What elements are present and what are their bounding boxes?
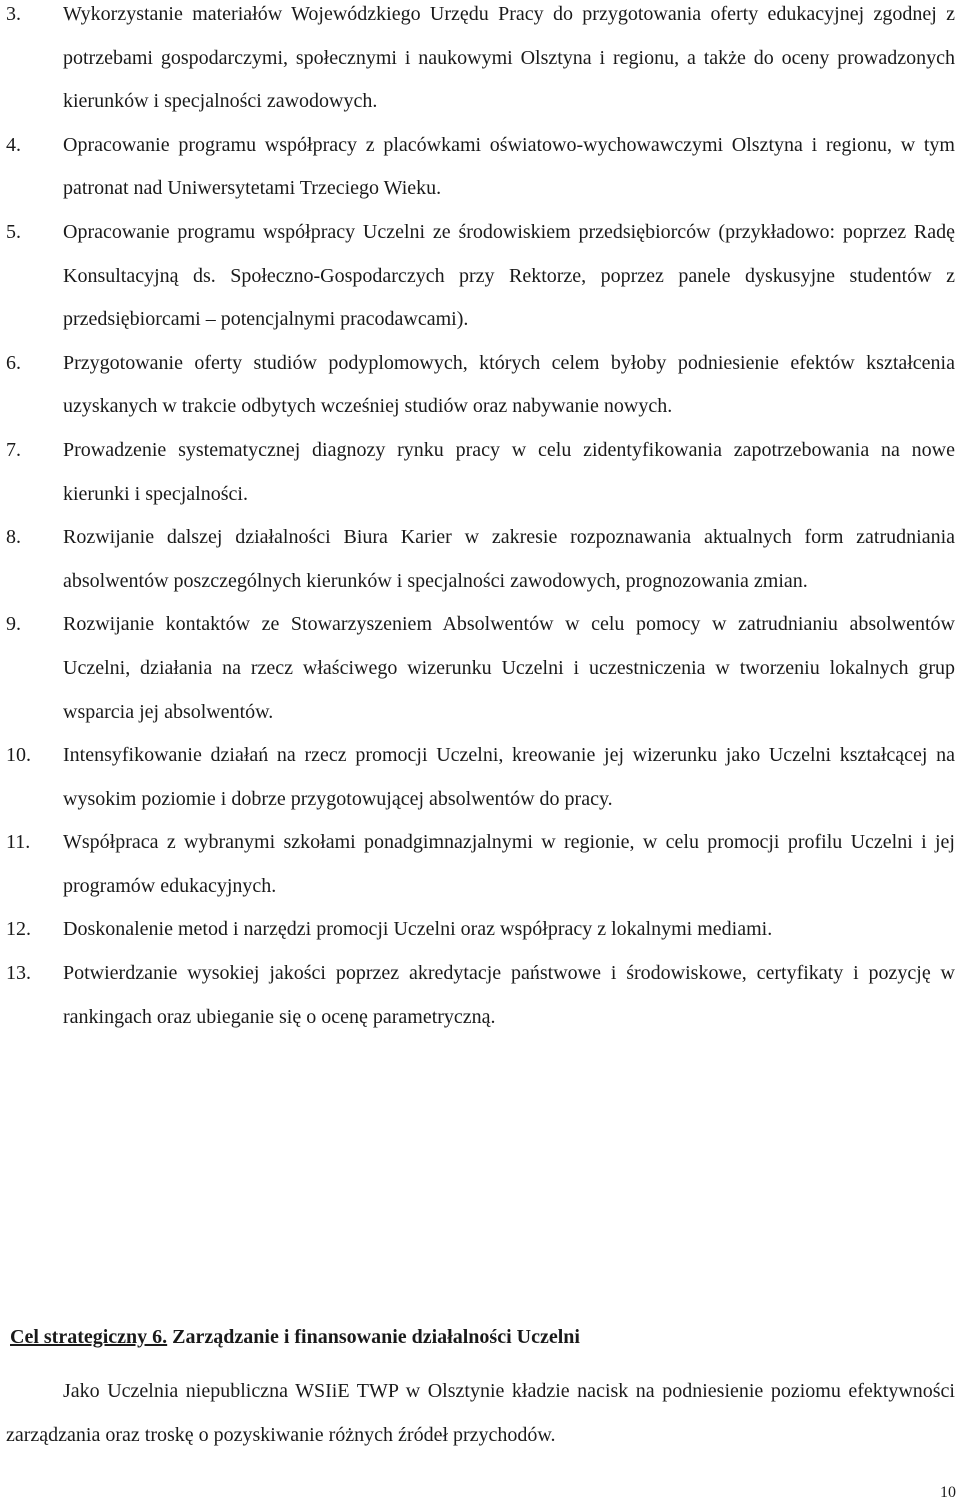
- list-item: [0, 908, 955, 952]
- item-number: 9.: [6, 613, 21, 636]
- item-number: 8.: [6, 526, 21, 549]
- item-text: Rozwijanie dalszej działalności Biura Karier w zakresie rozpoznawania aktualnych form zatrudniania absolwentów poszczególnych kierunków i specjalności zawodowych, prognozowania zmian.: [63, 526, 955, 592]
- list-item: [0, 516, 955, 603]
- item-text: Rozwijanie kontaktów ze Stowarzyszeniem Absolwentów w celu pomocy w zatrudnianiu absolwentów Uczelni, działania na rzecz właściwego wizerunku Uczelni i uczestniczenia w tworzeniu lokalnych grup wsparcia jej absolwentów.: [63, 613, 955, 723]
- item-number: 3.: [6, 3, 21, 25]
- item-text: Intensyfikowanie działań na rzecz promocji Uczelni, kreowanie jej wizerunku jako Uczelni kształcącej na wysokim poziomie i dobrze przygotowującej absolwentów do pracy.: [63, 744, 955, 810]
- item-text: Prowadzenie systematycznej diagnozy rynku pracy w celu zidentyfikowania zapotrzebowania na nowe kierunki i specjalności.: [63, 438, 955, 505]
- item-text: Wykorzystanie materiałów Wojewódzkiego Urzędu Pracy do przygotowania oferty edukacyjnej zgodnej z potrzebami gospodarczymi, społecznymi i naukowymi Olsztyna i regionu, a także do oceny prowadzonych kierunków i specjalności zawodowych.: [63, 3, 955, 113]
- item-text: Opracowanie programu współpracy z placówkami oświatowo-wychowawczymi Olsztyna i regionu, w tym patronat nad Uniwersytetami Trzeciego Wieku.: [63, 133, 955, 200]
- item-number: 4.: [6, 133, 21, 156]
- body-paragraph: Jako Uczelnia niepubliczna WSIiE TWP w Olsztynie kładzie nacisk na podniesienie poziomu efektywności zarządzania oraz troskę o pozyskiwanie różnych źródeł przychodów.: [6, 1380, 955, 1446]
- list-item: [0, 603, 955, 734]
- item-number: 13.: [6, 962, 31, 985]
- item-number: 7.: [6, 438, 21, 461]
- item-text: Potwierdzanie wysokiej jakości poprzez akredytacje państwowe i środowiskowe, certyfikaty i pozycję w rankingach oraz ubieganie się o ocenę parametryczną.: [63, 962, 955, 1028]
- page-number: 10: [940, 1484, 956, 1501]
- section-heading-title: Zarządzanie i finansowanie działalności Uczelni: [167, 1326, 580, 1348]
- item-number: 12.: [6, 918, 31, 941]
- item-number: 6.: [6, 351, 21, 374]
- item-number: 11.: [6, 831, 31, 854]
- section-heading-lead: Cel strategiczny 6.: [10, 1326, 168, 1348]
- list-item: [0, 0, 955, 124]
- list-item: [0, 211, 955, 342]
- list-item: [0, 124, 955, 211]
- item-text: Przygotowanie oferty studiów podyplomowych, których celem byłoby podniesienie efektów kształcenia uzyskanych w trakcie odbytych wcześniej studiów oraz nabywanie nowych.: [63, 351, 955, 418]
- section-heading: [10, 1320, 580, 1354]
- item-number: 5.: [6, 220, 21, 243]
- list-item: [0, 342, 955, 429]
- item-text: Doskonalenie metod i narzędzi promocji Uczelni oraz współpracy z lokalnymi mediami.: [63, 918, 773, 941]
- list-item: [0, 429, 955, 516]
- list-item: [0, 821, 955, 908]
- list-item: [0, 952, 955, 1039]
- item-number: 10.: [6, 744, 31, 767]
- item-text: Współpraca z wybranymi szkołami ponadgimnazjalnymi w regionie, w celu promocji profilu Uczelni i jej programów edukacyjnych.: [63, 831, 955, 897]
- item-text: Opracowanie programu współpracy Uczelni ze środowiskiem przedsiębiorców (przykładowo: poprzez Radę Konsultacyjną ds. Społeczno-Gospodarczych przy Rektorze, poprzez panele dyskusyjne studentów z przedsiębiorcami – potencjalnymi pracodawcami).: [63, 220, 955, 331]
- list-item: [0, 734, 955, 821]
